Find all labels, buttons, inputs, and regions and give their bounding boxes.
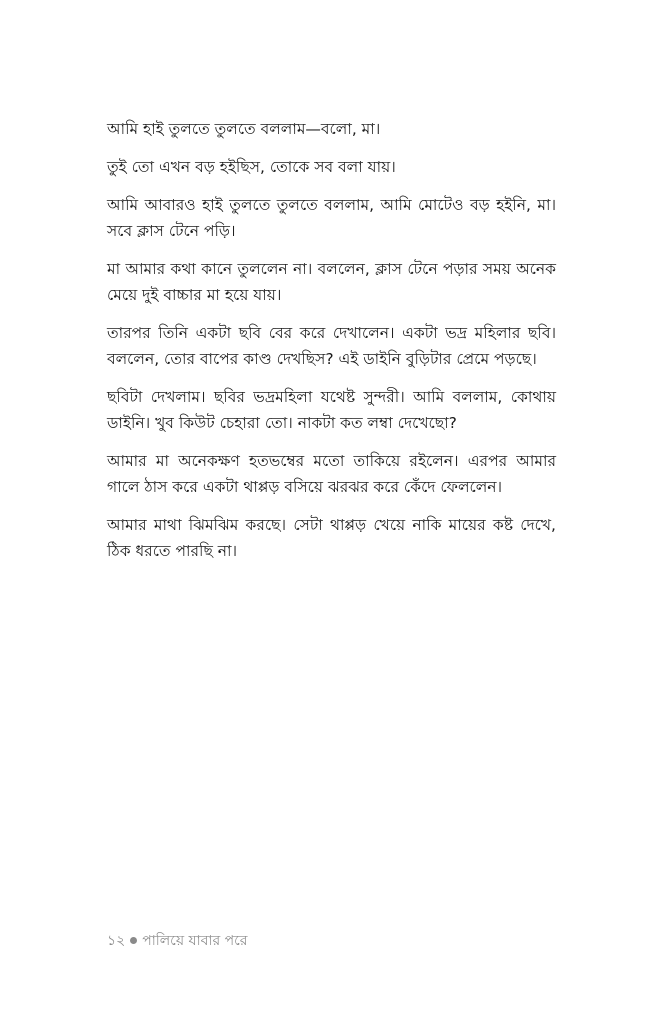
paragraph-2: তুই তো এখন বড় হইছিস, তোকে সব বলা যায়। (107, 158, 396, 176)
paragraph-8: আমার মাথা ঝিমঝিম করছে। সেটা থাপ্পড় খেয়ে নাকি মায়ের কষ্ট দেখে, ঠিক ধরতে পারছি না। (107, 516, 556, 560)
paragraph-4: মা আমার কথা কানে তুললেন না। বললেন, ক্লাস টেনে পড়ার সময় অনেক মেয়ে দুই বাচ্চার মা হয়ে যায়। (107, 260, 556, 304)
paragraph-5: তারপর তিনি একটা ছবি বের করে দেখালেন। একটা ভদ্র মহিলার ছবি। বললেন, তোর বাপের কাণ্ড দেখছিস? এই ডাইনি বুড়িটার প্রেমে পড়ছে। (107, 324, 556, 368)
page-footer (107, 930, 247, 952)
paragraph-3: আমি আবারও হাই তুলতে তুলতে বললাম, আমি মোটেও বড় হইনি, মা। সবে ক্লাস টেনে পড়ি। (107, 196, 556, 240)
running-title: পালিয়ে যাবার পরে (142, 933, 248, 949)
bullet-dot-icon (130, 937, 137, 944)
body-text (107, 116, 556, 576)
page-number: ১২ (107, 933, 126, 949)
paragraph-1: আমি হাই তুলতে তুলতে বললাম—বলো, মা। (107, 120, 381, 138)
paragraph-6: ছবিটা দেখলাম। ছবির ভদ্রমহিলা যথেষ্ট সুন্দরী। আমি বললাম, কোথায় ডাইনি। খুব কিউট চেহারা তো। নাকটা কত লম্বা দেখেছো? (107, 388, 556, 432)
paragraph-7: আমার মা অনেকক্ষণ হতভম্বের মতো তাকিয়ে রইলেন। এরপর আমার গালে ঠাস করে একটা থাপ্পড় বসিয়ে ঝরঝর করে কেঁদে ফেললেন। (107, 452, 556, 496)
